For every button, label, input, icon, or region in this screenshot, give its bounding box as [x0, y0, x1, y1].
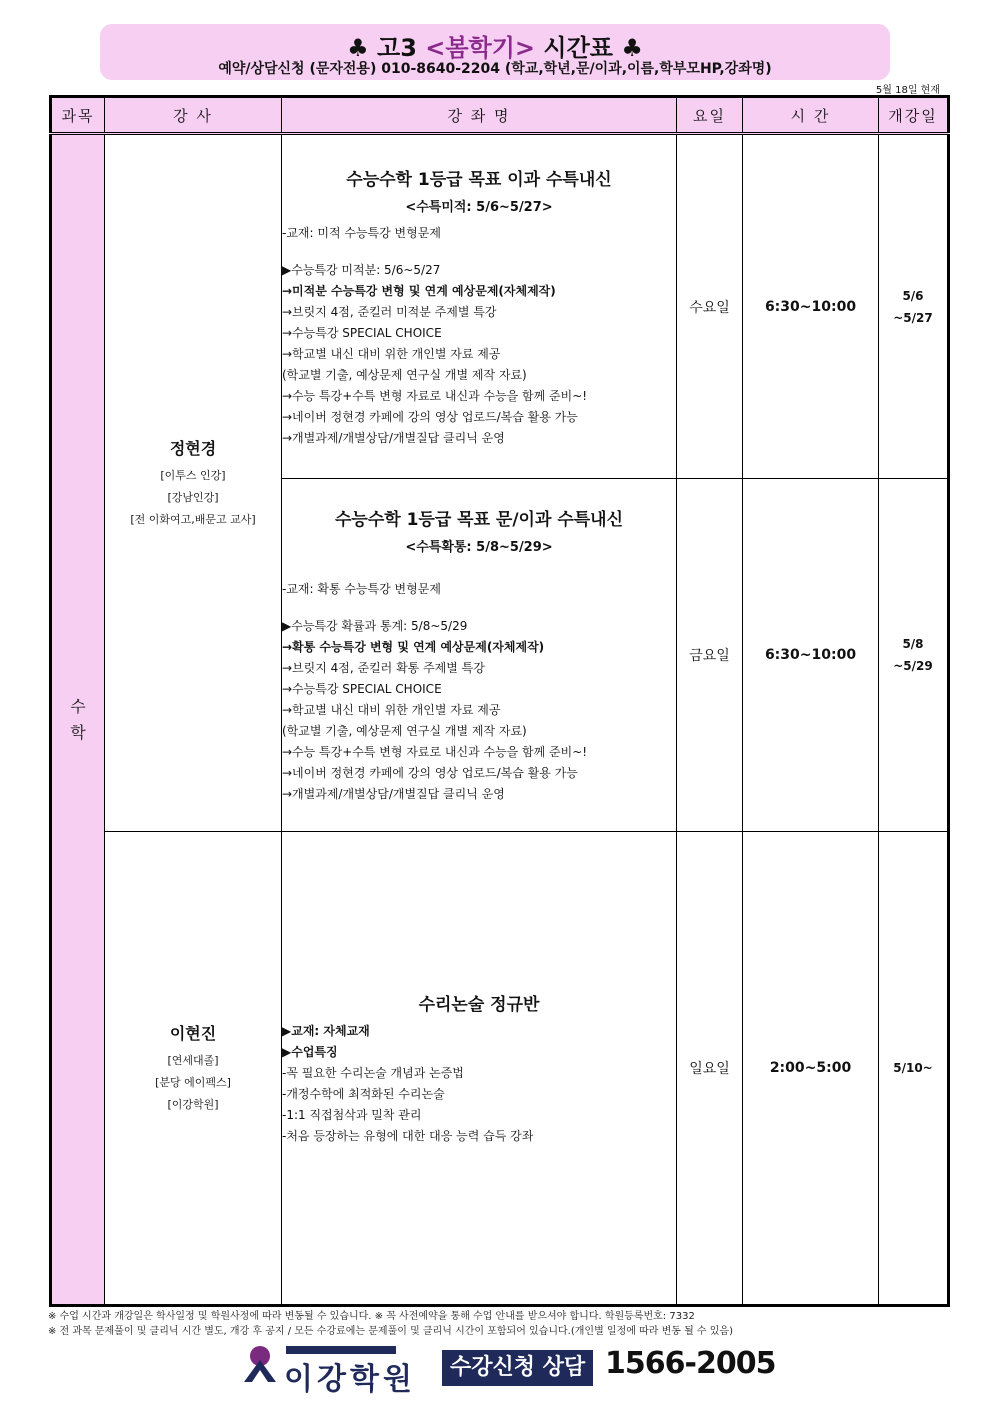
footnote: ※ 수업 시간과 개강일은 학사일정 및 학원사정에 따라 변동될 수 있습니다. ※ 꼭 사전예약을 통해 수업 안내를 받으셔야 합니다. 학원등록번호: 7332: [48, 1311, 695, 1322]
course-detail-line: →개별과제/개별상담/개별질답 클리닉 운영: [282, 787, 505, 801]
teacher-info: [이투스 인강]: [160, 468, 226, 482]
course-detail-line: →브릿지 4점, 준킬러 미적분 주제별 특강: [282, 304, 497, 319]
course-detail-line: -처음 등장하는 유형에 대한 대응 능력 습득 강좌: [282, 1128, 534, 1143]
time-cell: 2:00~5:00: [743, 832, 879, 1306]
start-date: ~5/29: [893, 659, 933, 673]
course-detail-line: →수능 특강+수특 변형 자료로 내신과 수능을 함께 준비~!: [282, 388, 588, 403]
course-title: 수리논술 정규반: [418, 994, 540, 1015]
course-detail-line: ▶수능특강 확률과 통계: 5/8~5/29: [282, 619, 468, 633]
enroll-consult-label: 수강신청 상담: [442, 1350, 593, 1386]
teacher-cell: [105, 832, 282, 1306]
course-detail-line: →네이버 정현경 카페에 강의 영상 업로드/복습 활용 가능: [282, 409, 578, 424]
teacher-name: 이현진: [169, 1023, 217, 1043]
col-header-course: 강 좌 명: [282, 97, 677, 134]
col-header-start: 개강일: [879, 97, 949, 134]
as-of-date: 5월 18일 현재: [875, 85, 940, 96]
timetable: [49, 95, 950, 1307]
course-detail-line: (학교별 기출, 예상문제 연구실 개별 제작 자료): [282, 724, 527, 738]
course-title: 수능수학 1등급 목표 이과 수특내신: [346, 169, 612, 190]
course-detail-line: →수능 특강+수특 변형 자료로 내신과 수능을 함께 준비~!: [282, 745, 588, 759]
start-date-cell: [879, 832, 949, 1306]
start-date: 5/6: [902, 288, 924, 303]
col-header-teacher: 강 사: [105, 97, 282, 134]
course-cell: [282, 479, 677, 832]
title-banner: [100, 24, 890, 80]
col-header-time: 시 간: [743, 97, 879, 134]
teacher-info: [연세대졸]: [167, 1053, 219, 1067]
title-highlight: <봄학기>: [425, 34, 536, 62]
course-detail-line: →네이버 정현경 카페에 강의 영상 업로드/복습 활용 가능: [282, 766, 578, 780]
teacher-info: [전 이화여고,배문고 교사]: [130, 512, 256, 526]
academy-name: 이강학원: [284, 1362, 416, 1397]
subject-label: 수: [70, 696, 86, 716]
course-cell: [282, 134, 677, 479]
day-cell: 수요일: [677, 134, 743, 479]
teacher-cell: [105, 134, 282, 832]
course-title: 수능수학 1등급 목표 문/이과 수특내신: [334, 510, 624, 530]
start-date: ~5/27: [893, 310, 933, 325]
time-cell: 6:30~10:00: [743, 479, 879, 832]
course-detail-line: -꼭 필요한 수리논술 개념과 논증법: [282, 1065, 464, 1080]
contact-subtitle: 예약/상담신청 (문자전용) 010-8640-2204 (학교,학년,문/이과,이름,학부모HP,강좌명): [218, 61, 772, 77]
teacher-info: [분당 에이펙스]: [155, 1075, 231, 1089]
course-detail-line: →수능특강 SPECIAL CHOICE: [282, 325, 442, 340]
course-detail-line: →수능특강 SPECIAL CHOICE: [282, 682, 442, 696]
start-date: 5/10~: [893, 1061, 933, 1075]
course-detail-line: →브릿지 4점, 준킬러 확통 주제별 특강: [282, 661, 485, 675]
table-row: [51, 134, 949, 479]
academy-logo-icon: [240, 1342, 282, 1388]
course-detail-line: (학교별 기출, 예상문제 연구실 개별 제작 자료): [282, 367, 527, 382]
course-detail-line: →학교별 내신 대비 위한 개인별 자료 제공: [282, 703, 501, 717]
teacher-info: [강남인강]: [167, 490, 219, 504]
title-suffix: 시간표: [543, 34, 613, 62]
course-detail-line: →미적분 수능특강 변형 및 연계 예상문제(자체제작): [282, 283, 556, 298]
subject-cell: [51, 134, 105, 1306]
col-header-subject: 과목: [51, 97, 105, 134]
course-detail-line: ▶교재: 자체교재: [282, 1023, 370, 1038]
club-icon: ♣: [347, 34, 369, 62]
teacher-name: 정현경: [169, 438, 217, 458]
course-detail-line: -개정수학에 최적화된 수리논술: [282, 1086, 445, 1101]
col-header-day: 요일: [677, 97, 743, 134]
title-prefix: 고3: [377, 34, 417, 62]
table-row: [51, 832, 949, 1306]
footer-brand: [240, 1342, 776, 1397]
course-cell: [282, 832, 677, 1306]
club-icon: ♣: [621, 34, 643, 62]
spacer: [282, 563, 676, 579]
teacher-info: [이강학원]: [167, 1097, 219, 1111]
spacer: [282, 244, 676, 260]
day-cell: 금요일: [677, 479, 743, 832]
spacer: [282, 600, 676, 616]
course-detail-line: -1:1 직접첨삭과 밀착 관리: [282, 1107, 422, 1122]
start-date: 5/8: [902, 637, 924, 651]
course-detail-line: ▶수업특징: [282, 1044, 338, 1059]
phone-number: 1566-2005: [605, 1346, 776, 1381]
day-cell: 일요일: [677, 832, 743, 1306]
course-detail-line: -교재: 확통 수능특강 변형문제: [282, 582, 441, 596]
course-period: <수특확통: 5/8~5/29>: [405, 540, 553, 555]
header-row: [51, 97, 949, 134]
course-lines: [282, 223, 676, 449]
course-detail-line: ▶수능특강 미적분: 5/6~5/27: [282, 262, 441, 277]
start-date-cell: [879, 134, 949, 479]
course-lines: [282, 563, 676, 805]
course-period: <수특미적: 5/6~5/27>: [405, 199, 553, 215]
logo-tagline-bar: [286, 1346, 396, 1354]
start-date-cell: [879, 479, 949, 832]
subject-label: 학: [70, 722, 86, 742]
course-detail-line: →개별과제/개별상담/개별질답 클리닉 운영: [282, 430, 505, 445]
time-cell: 6:30~10:00: [743, 134, 879, 479]
course-detail-line: →학교별 내신 대비 위한 개인별 자료 제공: [282, 346, 501, 361]
course-detail-line: -교재: 미적 수능특강 변형문제: [282, 225, 441, 240]
course-lines: [282, 1021, 676, 1147]
course-detail-line: →확통 수능특강 변형 및 연계 예상문제(자체제작): [282, 640, 545, 654]
footnote: ※ 전 과목 문제풀이 및 클리닉 시간 별도, 개강 후 공지 / 모든 수강료에는 문제풀이 및 클리닉 시간이 포함되어 있습니다.(개인별 일정에 따라 변동 될 수 있음): [48, 1326, 733, 1337]
